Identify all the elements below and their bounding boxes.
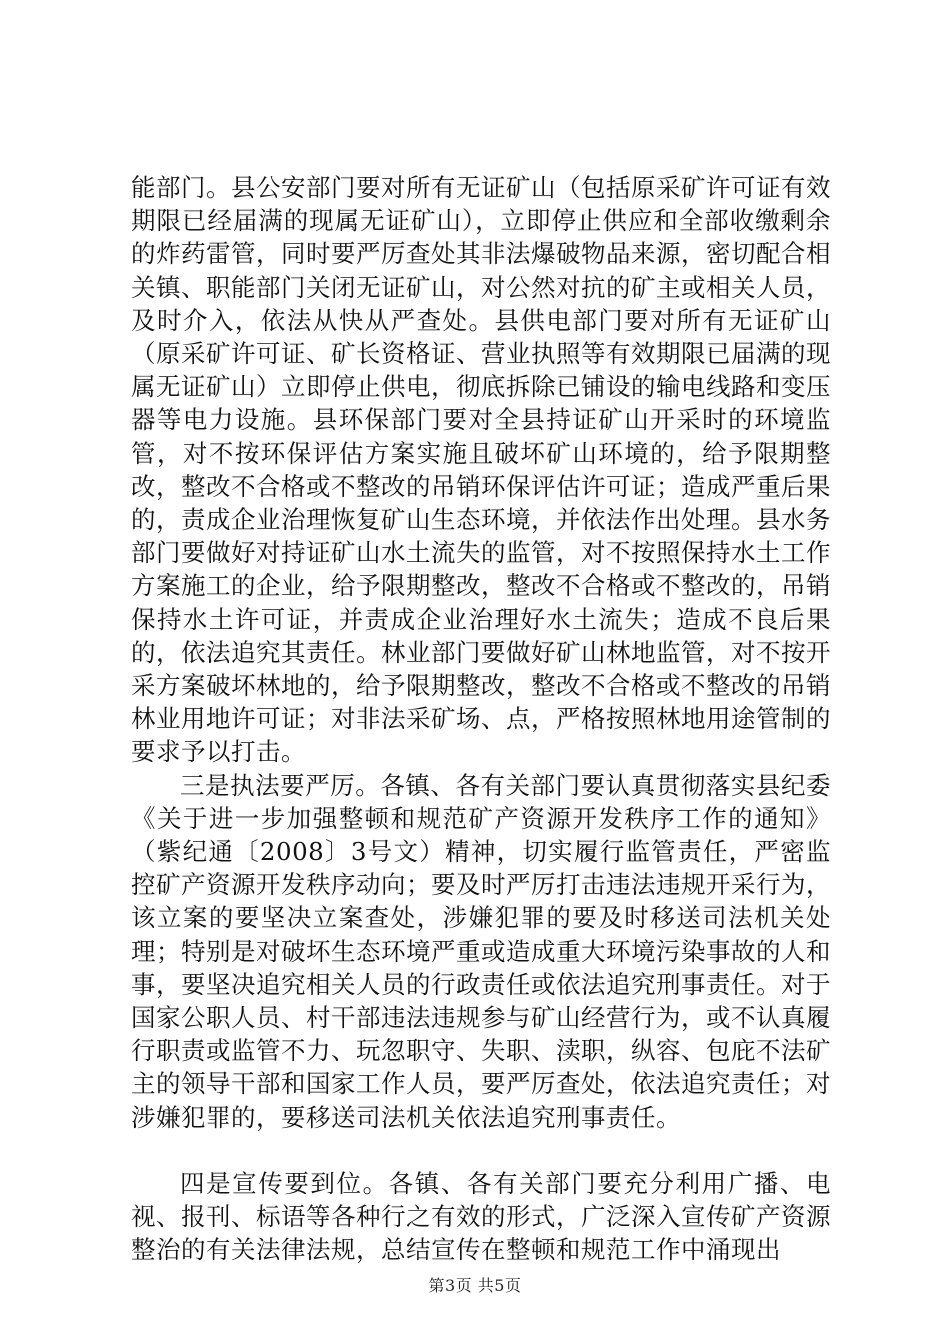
paragraph-publicity: 四是宣传要到位。各镇、各有关部门要充分利用广播、电视、报刊、标语等各种行之有效的形式，广泛深入宣传矿产资源整治的有关法律法规，总结宣传在整顿和规范工作中涌现出 <box>131 1168 831 1265</box>
paragraph-enforcement: 三是执法要严厉。各镇、各有关部门要认真贯彻落实县纪委《关于进一步加强整顿和规范矿产资源开发秩序工作的通知》（紫纪通〔2008〕3号文）精神，切实履行监管责任，严密监控矿产资源开发秩序动向；要及时严厉打击违法违规开采行为，该立案的要坚决立案查处，涉嫌犯罪的要及时移送司法机关处理；特别是对破坏生态环境严重或造成重大环境污染事故的人和事，要坚决追究相关人员的行政责任或依法追究刑事责任。对于国家公职人员、村干部违法违规参与矿山经营行为，或不认真履行职责或监管不力、玩忽职守、失职、渎职，纵容、包庇不法矿主的领导干部和国家工作人员，要严厉查处，依法追究责任；对涉嫌犯罪的，要移送司法机关依法追究刑事责任。 <box>131 770 831 1132</box>
page-number-footer: 第3页 共5页 <box>428 1276 522 1295</box>
document-body <box>131 171 831 1267</box>
paragraph-continuation: 能部门。县公安部门要对所有无证矿山（包括原采矿许可证有效期限已经届满的现属无证矿山），立即停止供应和全部收缴剩余的炸药雷管，同时要严厉查处其非法爆破物品来源，密切配合相关镇、职能部门关闭无证矿山，对公然对抗的矿主或相关人员，及时介入，依法从快从严查处。县供电部门要对所有无证矿山（原采矿许可证、矿长资格证、营业执照等有效期限已届满的现属无证矿山）立即停止供电，彻底拆除已铺设的输电线路和变压器等电力设施。县环保部门要对全县持证矿山开采时的环境监管，对不按环保评估方案实施且破坏矿山环境的，给予限期整改，整改不合格或不整改的吊销环保评估许可证；造成严重后果的，责成企业治理恢复矿山生态环境，并依法作出处理。县水务部门要做好对持证矿山水土流失的监管，对不按照保持水土工作方案施工的企业，给予限期整改，整改不合格或不整改的，吊销保持水土许可证，并责成企业治理好水土流失；造成不良后果的，依法追究其责任。林业部门要做好矿山林地监管，对不按开采方案破坏林地的，给予限期整改，整改不合格或不整改的吊销林业用地许可证；对非法采矿场、点，严格按照林地用途管制的要求予以打击。 <box>131 173 831 767</box>
